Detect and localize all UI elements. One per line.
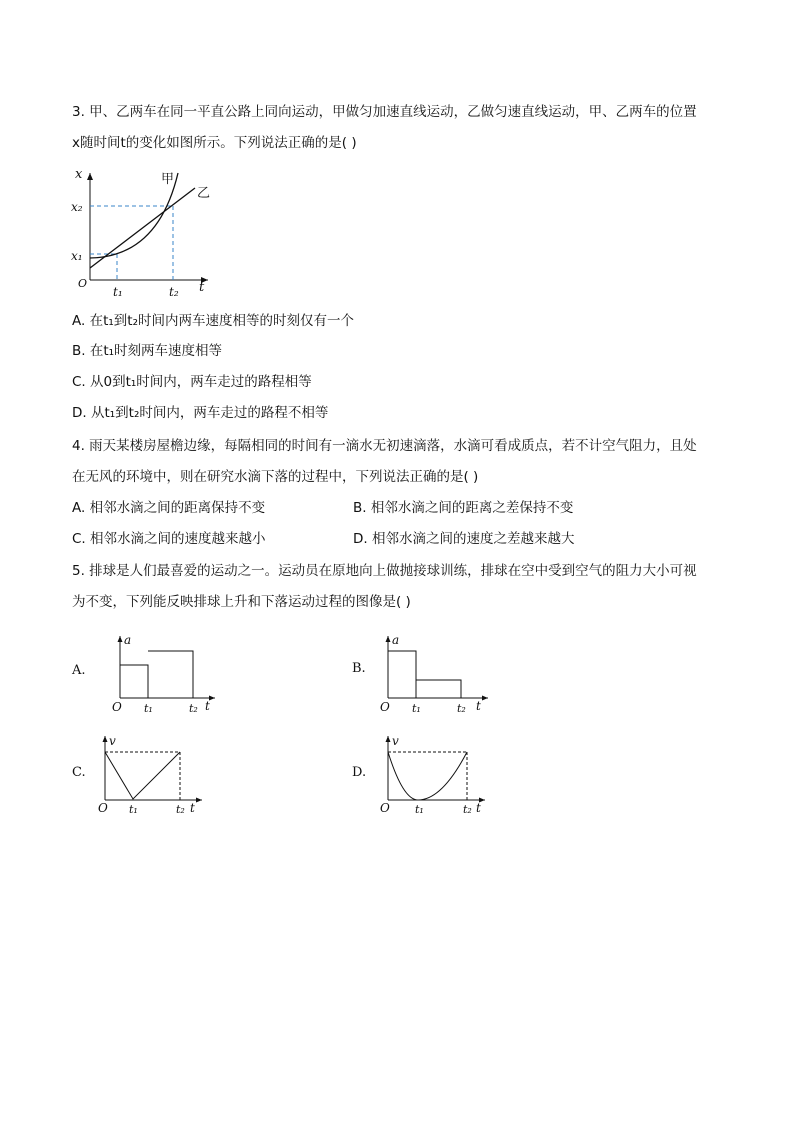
q5-c-label: C.: [72, 765, 86, 780]
q5-d-vt-curve: [388, 752, 467, 800]
svg-text:t: t: [205, 699, 210, 713]
q5-option-a-graph[interactable]: [60, 630, 230, 720]
q5-a-segment-1: [120, 665, 148, 698]
svg-text:t₂: t₂: [457, 702, 466, 715]
svg-text:v: v: [109, 734, 116, 748]
svg-text:O: O: [112, 700, 122, 714]
q3-y-axis-label: x: [75, 167, 83, 182]
q5-stem-line2: 为不变，下列能反映排球上升和下落运动过程的图像是( ): [72, 594, 411, 610]
svg-text:a: a: [124, 633, 132, 647]
svg-text:t₁: t₁: [129, 803, 138, 816]
q5-option-b-graph[interactable]: [340, 630, 510, 720]
svg-text:a: a: [392, 633, 400, 647]
svg-text:t: t: [190, 801, 195, 815]
q5-b-segment-1: [388, 651, 416, 698]
q3-origin: O: [78, 277, 88, 290]
svg-text:t: t: [476, 699, 481, 713]
q5-option-d-graph[interactable]: [340, 730, 510, 820]
q3-option-b[interactable]: B. 在t₁时刻两车速度相等: [72, 343, 223, 359]
q3-option-d[interactable]: D. 从t₁到t₂时间内，两车走过的路程不相等: [72, 405, 329, 421]
q3-tick-x2: x₂: [71, 200, 83, 214]
q3-line-yi: [90, 188, 195, 268]
q5-stem-line1: 5. 排球是人们最喜爱的运动之一。运动员在原地向上做抛接球训练，排球在空中受到空气的阻力大小可视: [72, 563, 697, 579]
q4-option-a[interactable]: A. 相邻水滴之间的距离保持不变: [72, 500, 266, 516]
q4-option-d[interactable]: D. 相邻水滴之间的速度之差越来越大: [353, 531, 575, 547]
svg-text:O: O: [98, 801, 108, 815]
q4-stem-line2: 在无风的环境中，则在研究水滴下落的过程中，下列说法正确的是( ): [72, 469, 479, 485]
q3-tick-t2: t₂: [169, 285, 179, 299]
q5-d-label: D.: [352, 765, 367, 780]
q5-a-segment-2: [148, 651, 193, 698]
q3-option-c[interactable]: C. 从0到t₁时间内，两车走过的路程相等: [72, 374, 312, 390]
svg-text:t₂: t₂: [176, 803, 185, 816]
q3-x-axis-label: t: [199, 280, 205, 295]
q3-tick-x1: x₁: [71, 249, 83, 263]
q3-curve-jia-label: 甲: [161, 172, 175, 187]
svg-text:t₁: t₁: [412, 702, 421, 715]
svg-text:t₂: t₂: [189, 702, 198, 715]
svg-text:t₂: t₂: [463, 803, 472, 816]
q4-option-c[interactable]: C. 相邻水滴之间的速度越来越小: [72, 531, 266, 547]
svg-text:O: O: [380, 801, 390, 815]
q5-c-vt-line: [105, 752, 180, 799]
q3-line-yi-label: 乙: [197, 186, 211, 201]
svg-text:t: t: [476, 801, 481, 815]
q3-xt-graph: [62, 163, 222, 303]
q3-option-a[interactable]: A. 在t₁到t₂时间内两车速度相等的时刻仅有一个: [72, 313, 354, 329]
svg-text:t₁: t₁: [415, 803, 424, 816]
q4-option-b[interactable]: B. 相邻水滴之间的距离之差保持不变: [353, 500, 574, 516]
q5-b-label: B.: [352, 661, 366, 676]
q5-option-c-graph[interactable]: [60, 730, 230, 820]
svg-text:t₁: t₁: [144, 702, 153, 715]
q5-a-label: A.: [72, 663, 86, 678]
svg-text:v: v: [392, 734, 399, 748]
q5-b-segment-2: [416, 680, 461, 698]
svg-text:O: O: [380, 700, 390, 714]
q3-tick-t1: t₁: [113, 285, 123, 299]
q3-stem-line2: x随时间t的变化如图所示。下列说法正确的是( ): [72, 135, 357, 151]
q4-stem-line1: 4. 雨天某楼房屋檐边缘，每隔相同的时间有一滴水无初速滴落，水滴可看成质点，若不计空气阻力，且处: [72, 438, 697, 454]
q3-stem-line1: 3. 甲、乙两车在同一平直公路上同向运动，甲做匀加速直线运动，乙做匀速直线运动，甲、乙两车的位置: [72, 104, 697, 120]
